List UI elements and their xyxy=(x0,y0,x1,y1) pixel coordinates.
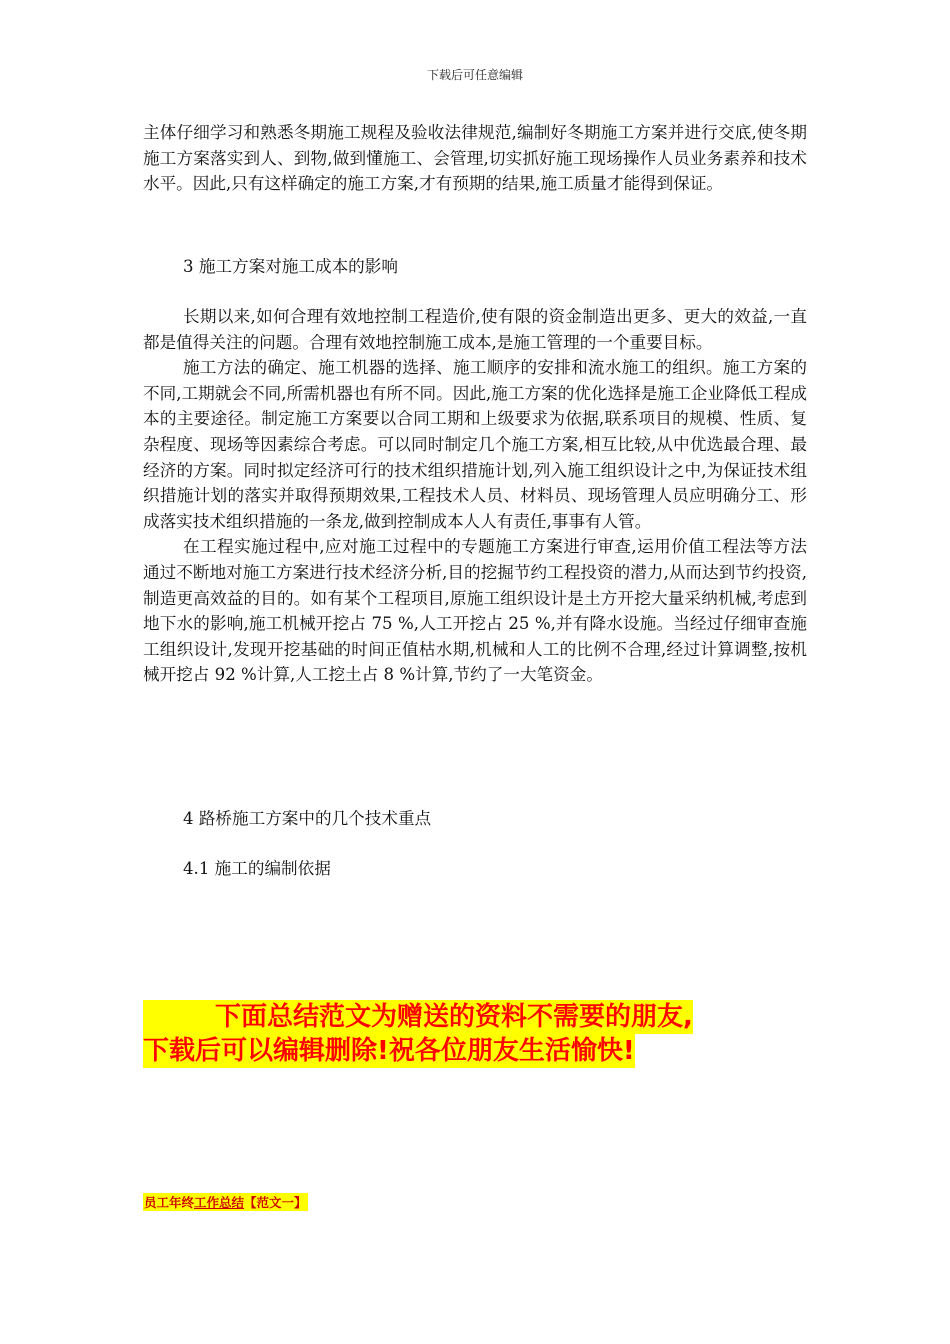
page-header: 下载后可任意编辑 xyxy=(426,68,523,82)
footer-title xyxy=(143,1193,308,1211)
section-3-paragraph-3: 在工程实施过程中,应对施工过程中的专题施工方案进行审查,运用价值工程法等方法通过不断地对施工方案进行技术经济分析,目的挖掘节约工程投资的潜力,从而达到节约投资,制造更高效益的目的。如有某个工程项目,原施工组织设计是土方开挖大量采纳机械,考虑到地下水的影响,施工机械开挖占 75 %,人工开挖占 25 %,并有降水设施。当经过仔细审查施工组织设计,发现开挖基础的时间正值枯水期,机械和人工的比例不合理,经过计算调整,按机械开挖占 92 %计算,人工挖土占 8 %计算,节约了一大笔资金。 xyxy=(143,537,807,685)
section-3-paragraph-2: 施工方法的确定、施工机器的选择、施工顺序的安排和流水施工的组织。施工方案的不同,工期就会不同,所需机器也有所不同。因此,施工方案的优化选择是施工企业降低工程成本的主要途径。制定施工方案要以合同工期和上级要求为依据,联系项目的规模、性质、复杂程度、现场等因素综合考虑。可以同时制定几个施工方案,相互比较,从中优选最合理、最经济的方案。同时拟定经济可行的技术组织措施计划,列入施工组织设计之中,为保证技术组织措施计划的落实并取得预期效果,工程技术人员、材料员、现场管理人员应明确分工、形成落实技术组织措施的一条龙,做到控制成本人人有责任,事事有人管。 xyxy=(143,358,807,531)
section-4-1-heading: 4.1 施工的编制依据 xyxy=(183,859,331,878)
section-3-paragraph-1: 长期以来,如何合理有效地控制工程造价,使有限的资金制造出更多、更大的效益,一直都是值得关注的问题。合理有效地控制施工成本,是施工管理的一个重要目标。 xyxy=(143,307,807,352)
promo-banner xyxy=(143,1000,803,1068)
footer-title-link[interactable]: 工作总结 xyxy=(194,1195,245,1210)
section-3-body xyxy=(143,304,807,688)
promo-banner-line-1: 下面总结范文为赠送的资料不需要的朋友, xyxy=(143,1000,693,1034)
promo-banner-line-2: 下载后可以编辑删除!祝各位朋友生活愉快! xyxy=(143,1036,635,1066)
intro-paragraph-block xyxy=(143,120,807,197)
intro-paragraph: 主体仔细学习和熟悉冬期施工规程及验收法律规范,编制好冬期施工方案并进行交底,使冬期施工方案落实到人、到物,做到懂施工、会管理,切实抓好施工现场操作人员业务素养和技术水平。因此,只有这样确定的施工方案,才有预期的结果,施工质量才能得到保证。 xyxy=(143,123,807,194)
footer-title-suffix: 【范文一】 xyxy=(244,1195,307,1210)
section-3-heading: 3 施工方案对施工成本的影响 xyxy=(183,257,398,276)
footer-title-prefix: 员工年终 xyxy=(144,1195,195,1210)
section-4-heading: 4 路桥施工方案中的几个技术重点 xyxy=(183,809,432,828)
